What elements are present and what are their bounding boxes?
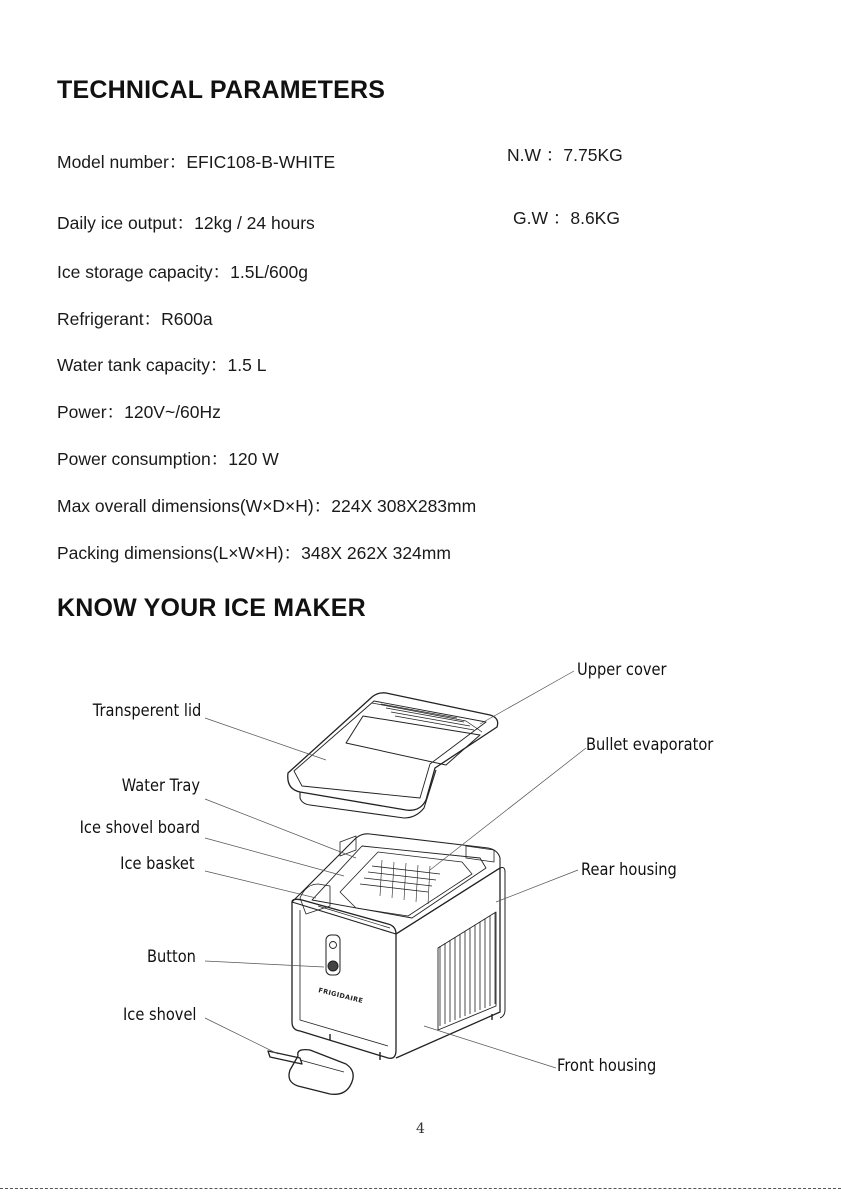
label-button: Button — [147, 947, 196, 967]
ice-maker-body-illustration — [292, 834, 505, 1060]
model-number: Model number：EFIC108-B-WHITE — [57, 152, 336, 172]
max-overall-dimensions: Max overall dimensions(W×D×H)：224X 308X283mm — [57, 496, 477, 516]
ice-shovel-illustration — [268, 1050, 353, 1095]
daily-ice-output: Daily ice output：12kg / 24 hours — [57, 213, 315, 233]
label-transparent-lid: Transperent lid — [92, 701, 201, 721]
label-front-housing: Front housing — [557, 1056, 657, 1076]
power-consumption: Power consumption：120 W — [57, 449, 279, 469]
gross-weight: G.W ：8.6KG — [513, 208, 620, 228]
label-ice-shovel: Ice shovel — [122, 1005, 196, 1025]
power: Power：120V~/60Hz — [57, 402, 221, 422]
brand-logo: FRIGIDAIRE — [317, 986, 365, 1006]
refrigerant: Refrigerant：R600a — [57, 309, 213, 329]
technical-parameters-heading: TECHNICAL PARAMETERS — [57, 76, 386, 104]
page-bottom-rule — [0, 1188, 841, 1189]
upper-cover-illustration — [288, 693, 498, 818]
label-ice-basket: Ice basket — [120, 854, 195, 874]
water-tank-capacity: Water tank capacity：1.5 L — [57, 355, 267, 375]
label-ice-shovel-board: Ice shovel board — [79, 818, 200, 838]
ice-storage-capacity: Ice storage capacity：1.5L/600g — [57, 262, 308, 282]
know-your-ice-maker-heading: KNOW YOUR ICE MAKER — [57, 594, 366, 622]
label-bullet-evaporator: Bullet evaporator — [586, 735, 714, 755]
label-rear-housing: Rear housing — [581, 860, 677, 880]
label-upper-cover: Upper cover — [577, 660, 667, 680]
page-number: 4 — [416, 1121, 425, 1137]
net-weight: N.W ：7.75KG — [507, 145, 623, 165]
label-water-tray: Water Tray — [121, 776, 200, 796]
packing-dimensions: Packing dimensions(L×W×H)：348X 262X 324mm — [57, 543, 451, 563]
